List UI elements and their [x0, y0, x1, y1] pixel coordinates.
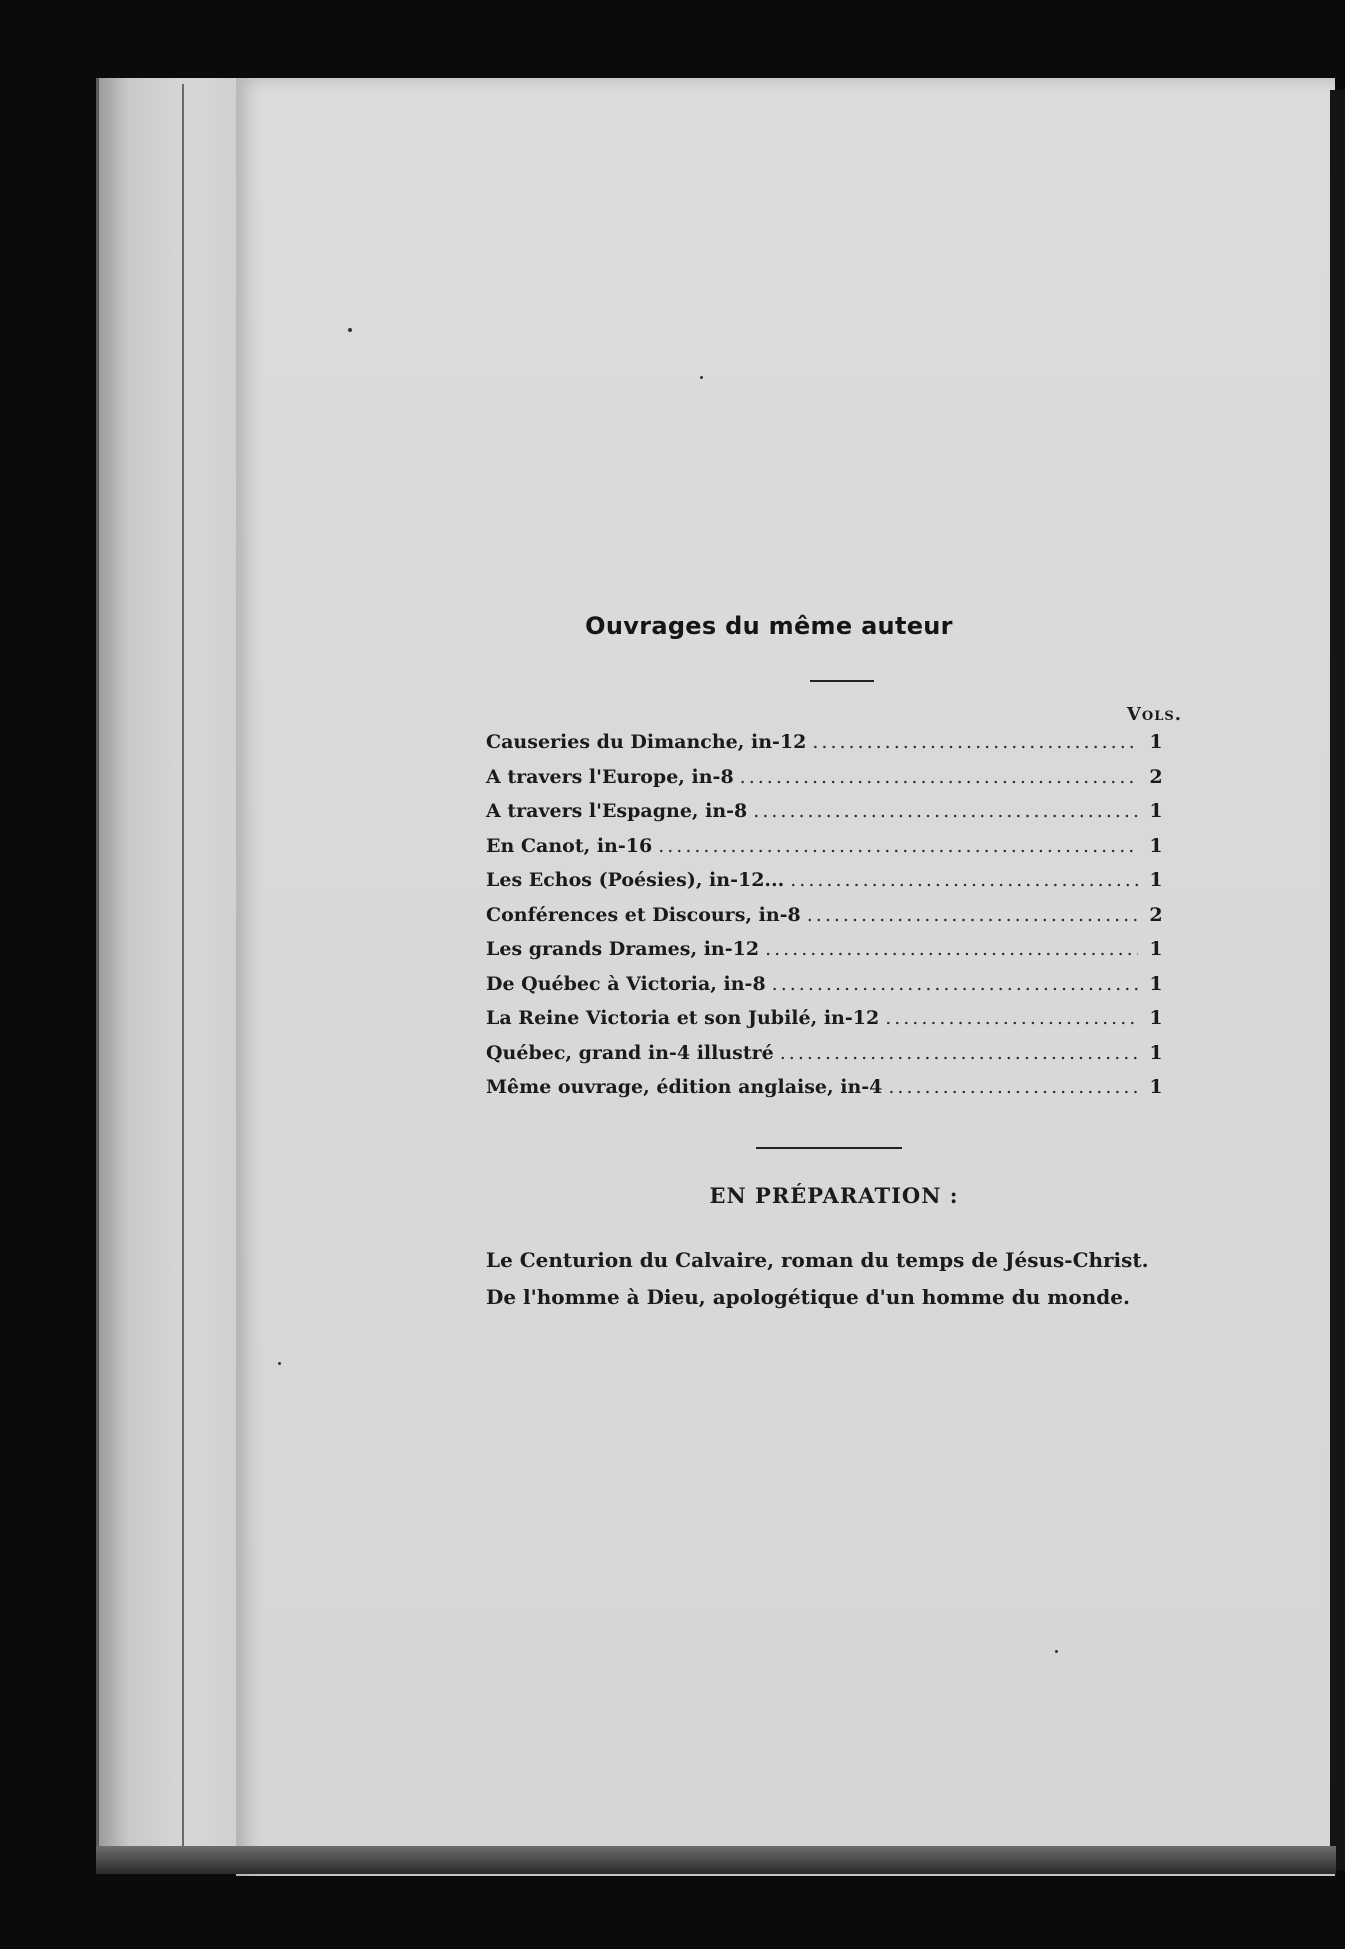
dot-leader: [888, 1076, 1138, 1098]
right-scan-edge: [1330, 90, 1345, 1870]
preparation-heading: EN PRÉPARATION :: [709, 1182, 959, 1208]
work-volumes: 2: [1149, 903, 1163, 926]
work-title: En Canot, in-16: [486, 834, 653, 857]
work-volumes: 1: [1149, 972, 1163, 995]
works-list: [486, 731, 1166, 1111]
dot-leader: [740, 766, 1138, 788]
work-volumes: 1: [1149, 731, 1163, 753]
work-title: Causeries du Dimanche, in-12: [486, 731, 807, 753]
work-volumes: 1: [1149, 1007, 1163, 1029]
dot-leader: [780, 1042, 1138, 1064]
work-volumes: 2: [1149, 765, 1163, 788]
dot-leader: [753, 800, 1138, 822]
work-entry: [486, 800, 1166, 835]
work-title: Même ouvrage, édition anglaise, in-4: [486, 1076, 883, 1098]
ink-speck: [348, 328, 352, 332]
book-list-content: [486, 612, 1186, 1322]
work-entry: [486, 938, 1166, 973]
work-title: De Québec à Victoria, in-8: [486, 972, 766, 995]
work-entry: [486, 1076, 1166, 1111]
work-volumes: 1: [1149, 938, 1163, 960]
work-volumes: 1: [1149, 869, 1163, 891]
work-title: Les grands Drames, in-12: [486, 938, 760, 960]
back-page-edge: [96, 78, 249, 1856]
work-entry: [486, 973, 1166, 1008]
work-entry: [486, 1007, 1166, 1042]
work-entry: [486, 904, 1166, 939]
work-entry: [486, 869, 1166, 904]
dot-leader: [772, 973, 1138, 995]
dot-leader: [790, 869, 1138, 891]
work-volumes: 1: [1149, 800, 1163, 822]
work-title: Conférences et Discours, in-8: [486, 903, 801, 926]
dot-leader: [658, 835, 1138, 857]
preparation-item: Le Centurion du Calvaire, roman du temps de Jésus-Christ.: [486, 1247, 1149, 1272]
work-entry: [486, 731, 1166, 766]
work-title: A travers l'Espagne, in-8: [486, 800, 748, 822]
work-title: A travers l'Europe, in-8: [486, 765, 734, 788]
back-page-rule: [182, 84, 184, 1848]
work-title: Les Echos (Poésies), in-12...: [486, 869, 785, 891]
work-entry: [486, 835, 1166, 870]
dot-leader: [807, 904, 1138, 926]
work-title: Québec, grand in-4 illustré: [486, 1041, 774, 1064]
work-volumes: 1: [1149, 834, 1163, 857]
title-divider: [810, 680, 874, 682]
dot-leader: [885, 1007, 1138, 1029]
preparation-list: [486, 1248, 1186, 1322]
work-title: La Reine Victoria et son Jubilé, in-12: [486, 1007, 880, 1029]
work-volumes: 1: [1149, 1041, 1163, 1064]
section-divider: [756, 1147, 902, 1149]
vols-column-header: Vols.: [1126, 704, 1182, 725]
work-entry: [486, 766, 1166, 801]
dot-leader: [765, 938, 1138, 960]
page-title: Ouvrages du même auteur: [585, 612, 953, 640]
page-bottom-shadow: [96, 1846, 1336, 1874]
dot-leader: [812, 731, 1138, 753]
ink-speck: [278, 1362, 281, 1365]
work-volumes: 1: [1149, 1076, 1163, 1098]
ink-speck: [700, 376, 703, 379]
work-entry: [486, 1042, 1166, 1077]
ink-speck: [1055, 1650, 1058, 1653]
preparation-item: De l'homme à Dieu, apologétique d'un homme du monde.: [486, 1284, 1130, 1309]
